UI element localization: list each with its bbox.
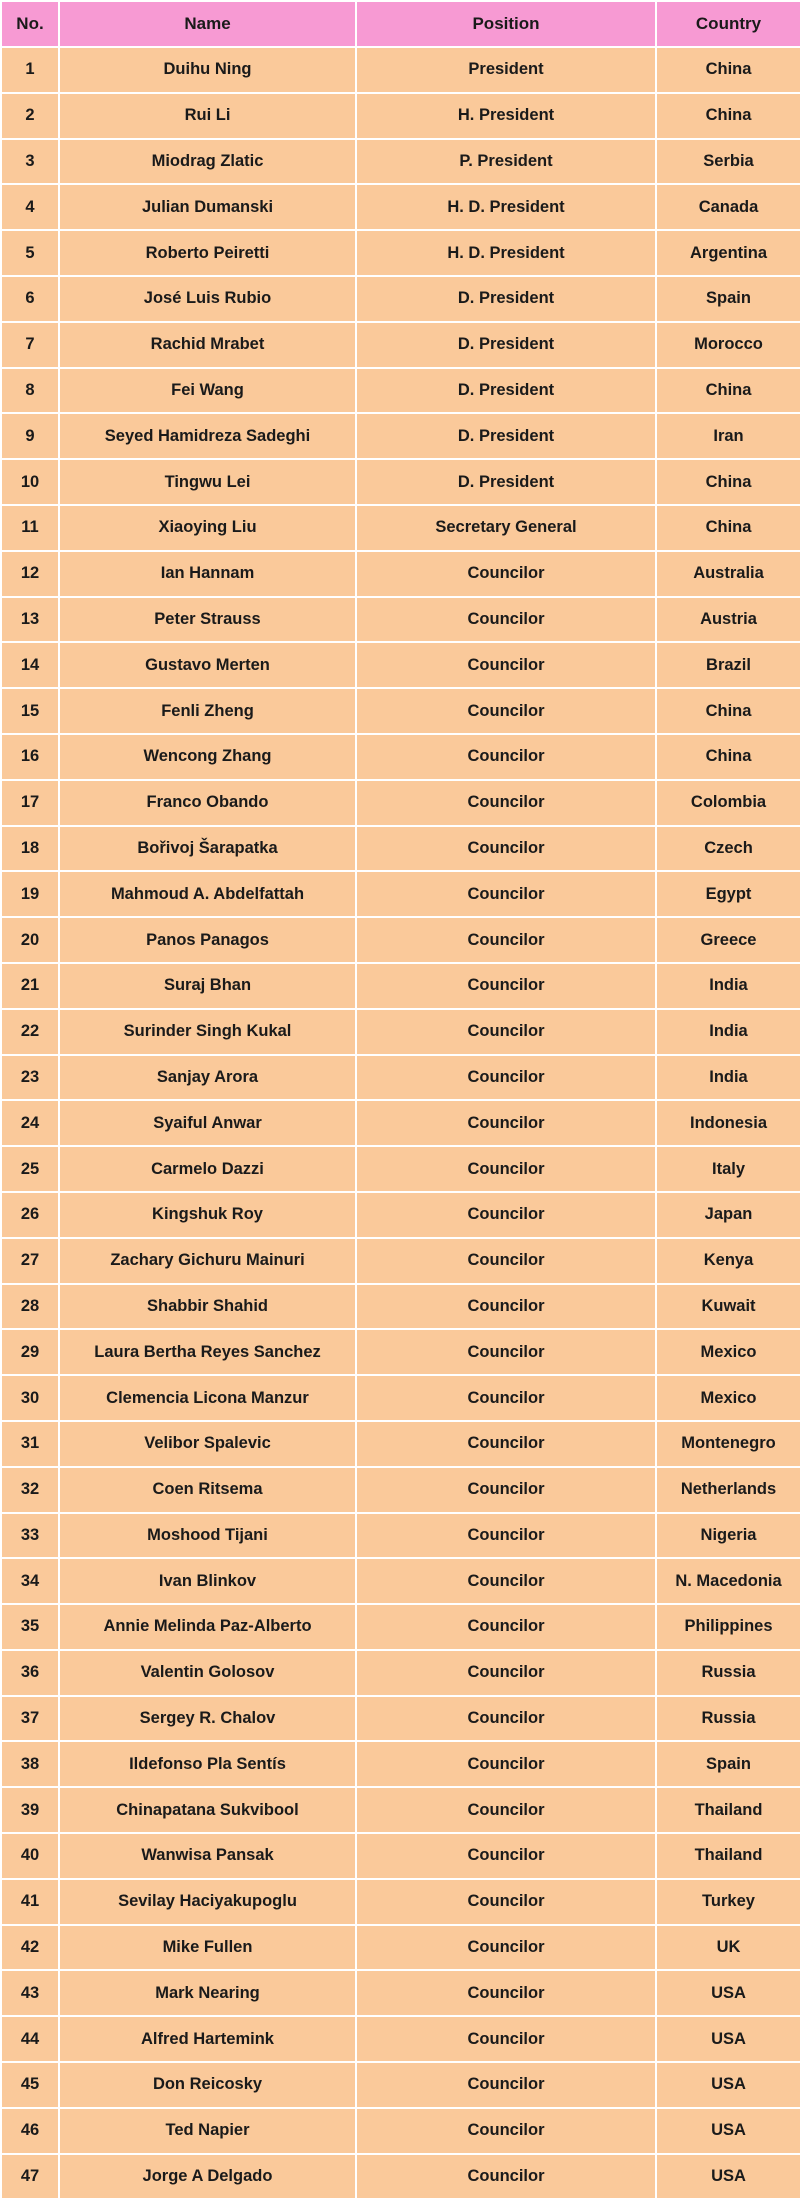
cell-name: Annie Melinda Paz-Alberto	[60, 1605, 355, 1649]
cell-name: Mark Nearing	[60, 1971, 355, 2015]
table-row	[2, 1010, 800, 1054]
cell-name: Clemencia Licona Manzur	[60, 1376, 355, 1420]
cell-country: USA	[657, 2017, 800, 2061]
cell-name: Gustavo Merten	[60, 643, 355, 687]
table-row	[2, 1239, 800, 1283]
header-country: Country	[657, 2, 800, 46]
cell-country: Nigeria	[657, 1514, 800, 1558]
cell-name: Fenli Zheng	[60, 689, 355, 733]
cell-name: José Luis Rubio	[60, 277, 355, 321]
cell-country: Turkey	[657, 1880, 800, 1924]
cell-country: Canada	[657, 185, 800, 229]
cell-position: P. President	[357, 140, 655, 184]
table-row	[2, 872, 800, 916]
cell-country: Brazil	[657, 643, 800, 687]
cell-position: D. President	[357, 323, 655, 367]
cell-country: Greece	[657, 918, 800, 962]
cell-no: 36	[2, 1651, 58, 1695]
cell-name: Fei Wang	[60, 369, 355, 413]
cell-country: Philippines	[657, 1605, 800, 1649]
cell-no: 15	[2, 689, 58, 733]
cell-position: Councilor	[357, 1193, 655, 1237]
cell-position: Councilor	[357, 1285, 655, 1329]
table-row	[2, 2017, 800, 2061]
cell-name: Shabbir Shahid	[60, 1285, 355, 1329]
cell-country: China	[657, 94, 800, 138]
table-row	[2, 1559, 800, 1603]
cell-no: 14	[2, 643, 58, 687]
table-row	[2, 1330, 800, 1374]
cell-position: Councilor	[357, 1376, 655, 1420]
cell-no: 7	[2, 323, 58, 367]
cell-name: Ted Napier	[60, 2109, 355, 2153]
cell-name: Surinder Singh Kukal	[60, 1010, 355, 1054]
table-row	[2, 1971, 800, 2015]
cell-country: USA	[657, 2155, 800, 2199]
table-row	[2, 414, 800, 458]
table-row	[2, 1834, 800, 1878]
cell-no: 31	[2, 1422, 58, 1466]
cell-country: USA	[657, 1971, 800, 2015]
cell-no: 6	[2, 277, 58, 321]
cell-name: Ivan Blinkov	[60, 1559, 355, 1603]
cell-name: Sergey R. Chalov	[60, 1697, 355, 1741]
header-no: No.	[2, 2, 58, 46]
cell-no: 34	[2, 1559, 58, 1603]
cell-no: 20	[2, 918, 58, 962]
cell-country: USA	[657, 2063, 800, 2107]
cell-position: President	[357, 48, 655, 92]
table-row	[2, 1880, 800, 1924]
cell-no: 2	[2, 94, 58, 138]
cell-name: Miodrag Zlatic	[60, 140, 355, 184]
cell-no: 11	[2, 506, 58, 550]
cell-name: Jorge A Delgado	[60, 2155, 355, 2199]
cell-position: H. D. President	[357, 231, 655, 275]
cell-country: Iran	[657, 414, 800, 458]
cell-name: Velibor Spalevic	[60, 1422, 355, 1466]
cell-name: Laura Bertha Reyes Sanchez	[60, 1330, 355, 1374]
cell-position: Councilor	[357, 1742, 655, 1786]
cell-position: Councilor	[357, 1559, 655, 1603]
table-row	[2, 1422, 800, 1466]
table-row	[2, 1605, 800, 1649]
cell-name: Xiaoying Liu	[60, 506, 355, 550]
cell-no: 8	[2, 369, 58, 413]
cell-position: Councilor	[357, 1330, 655, 1374]
cell-name: Valentin Golosov	[60, 1651, 355, 1695]
cell-country: Mexico	[657, 1376, 800, 1420]
cell-name: Ildefonso Pla Sentís	[60, 1742, 355, 1786]
table-row	[2, 1742, 800, 1786]
cell-name: Sanjay Arora	[60, 1056, 355, 1100]
cell-no: 39	[2, 1788, 58, 1832]
cell-position: D. President	[357, 460, 655, 504]
cell-country: China	[657, 460, 800, 504]
cell-name: Franco Obando	[60, 781, 355, 825]
table-row	[2, 1788, 800, 1832]
cell-name: Rachid Mrabet	[60, 323, 355, 367]
cell-position: Councilor	[357, 1926, 655, 1970]
cell-no: 5	[2, 231, 58, 275]
cell-country: Spain	[657, 277, 800, 321]
cell-name: Panos Panagos	[60, 918, 355, 962]
cell-position: H. President	[357, 94, 655, 138]
cell-position: Councilor	[357, 1468, 655, 1512]
cell-no: 4	[2, 185, 58, 229]
cell-country: China	[657, 369, 800, 413]
cell-position: Councilor	[357, 2017, 655, 2061]
cell-name: Wanwisa Pansak	[60, 1834, 355, 1878]
header-position: Position	[357, 2, 655, 46]
cell-position: Councilor	[357, 1697, 655, 1741]
cell-position: Councilor	[357, 1788, 655, 1832]
cell-name: Carmelo Dazzi	[60, 1147, 355, 1191]
cell-country: Australia	[657, 552, 800, 596]
table-row	[2, 1697, 800, 1741]
cell-country: Netherlands	[657, 1468, 800, 1512]
cell-name: Duihu Ning	[60, 48, 355, 92]
cell-country: China	[657, 689, 800, 733]
cell-country: India	[657, 1010, 800, 1054]
cell-no: 40	[2, 1834, 58, 1878]
cell-position: Councilor	[357, 872, 655, 916]
cell-position: H. D. President	[357, 185, 655, 229]
cell-name: Peter Strauss	[60, 598, 355, 642]
cell-position: Councilor	[357, 1880, 655, 1924]
cell-no: 23	[2, 1056, 58, 1100]
table-row	[2, 1147, 800, 1191]
cell-no: 30	[2, 1376, 58, 1420]
cell-no: 29	[2, 1330, 58, 1374]
table-row	[2, 369, 800, 413]
cell-no: 12	[2, 552, 58, 596]
cell-name: Don Reicosky	[60, 2063, 355, 2107]
table-row	[2, 598, 800, 642]
cell-name: Moshood Tijani	[60, 1514, 355, 1558]
cell-no: 43	[2, 1971, 58, 2015]
cell-no: 38	[2, 1742, 58, 1786]
table-row	[2, 1193, 800, 1237]
cell-position: Councilor	[357, 2063, 655, 2107]
cell-no: 19	[2, 872, 58, 916]
cell-country: Kenya	[657, 1239, 800, 1283]
table-row	[2, 781, 800, 825]
cell-country: USA	[657, 2109, 800, 2153]
cell-name: Seyed Hamidreza Sadeghi	[60, 414, 355, 458]
cell-position: Councilor	[357, 552, 655, 596]
cell-country: Egypt	[657, 872, 800, 916]
table-row	[2, 964, 800, 1008]
cell-position: Councilor	[357, 1971, 655, 2015]
table-row	[2, 552, 800, 596]
cell-name: Alfred Hartemink	[60, 2017, 355, 2061]
cell-name: Julian Dumanski	[60, 185, 355, 229]
cell-position: Councilor	[357, 2155, 655, 2199]
cell-country: N. Macedonia	[657, 1559, 800, 1603]
cell-name: Mahmoud A. Abdelfattah	[60, 872, 355, 916]
cell-country: Thailand	[657, 1834, 800, 1878]
table-row	[2, 323, 800, 367]
table-row	[2, 231, 800, 275]
cell-no: 45	[2, 2063, 58, 2107]
cell-name: Suraj Bhan	[60, 964, 355, 1008]
table-row	[2, 94, 800, 138]
cell-position: Councilor	[357, 1422, 655, 1466]
table-row	[2, 1056, 800, 1100]
cell-no: 17	[2, 781, 58, 825]
cell-position: Secretary General	[357, 506, 655, 550]
cell-position: Councilor	[357, 1239, 655, 1283]
cell-no: 10	[2, 460, 58, 504]
table-row	[2, 918, 800, 962]
cell-name: Kingshuk Roy	[60, 1193, 355, 1237]
cell-country: Indonesia	[657, 1101, 800, 1145]
cell-country: Spain	[657, 1742, 800, 1786]
cell-country: Russia	[657, 1697, 800, 1741]
cell-name: Zachary Gichuru Mainuri	[60, 1239, 355, 1283]
cell-position: Councilor	[357, 1514, 655, 1558]
table-row	[2, 48, 800, 92]
cell-no: 41	[2, 1880, 58, 1924]
cell-position: D. President	[357, 277, 655, 321]
cell-position: Councilor	[357, 1056, 655, 1100]
cell-position: Councilor	[357, 1010, 655, 1054]
cell-country: Morocco	[657, 323, 800, 367]
cell-name: Bořivoj Šarapatka	[60, 827, 355, 871]
cell-position: Councilor	[357, 918, 655, 962]
cell-no: 1	[2, 48, 58, 92]
cell-no: 21	[2, 964, 58, 1008]
cell-no: 46	[2, 2109, 58, 2153]
cell-country: China	[657, 735, 800, 779]
cell-country: China	[657, 48, 800, 92]
cell-position: D. President	[357, 369, 655, 413]
cell-country: Russia	[657, 1651, 800, 1695]
cell-position: Councilor	[357, 964, 655, 1008]
cell-name: Chinapatana Sukvibool	[60, 1788, 355, 1832]
cell-no: 27	[2, 1239, 58, 1283]
cell-country: Italy	[657, 1147, 800, 1191]
cell-name: Rui Li	[60, 94, 355, 138]
cell-position: Councilor	[357, 1605, 655, 1649]
cell-country: India	[657, 1056, 800, 1100]
table-row	[2, 1285, 800, 1329]
cell-no: 13	[2, 598, 58, 642]
cell-no: 16	[2, 735, 58, 779]
cell-position: Councilor	[357, 1101, 655, 1145]
cell-no: 42	[2, 1926, 58, 1970]
cell-name: Tingwu Lei	[60, 460, 355, 504]
table-row	[2, 140, 800, 184]
cell-name: Wencong Zhang	[60, 735, 355, 779]
cell-position: Councilor	[357, 2109, 655, 2153]
table-row	[2, 277, 800, 321]
cell-no: 24	[2, 1101, 58, 1145]
cell-country: Czech	[657, 827, 800, 871]
cell-country: Colombia	[657, 781, 800, 825]
cell-country: China	[657, 506, 800, 550]
cell-name: Ian Hannam	[60, 552, 355, 596]
header-name: Name	[60, 2, 355, 46]
cell-name: Coen Ritsema	[60, 1468, 355, 1512]
cell-country: Serbia	[657, 140, 800, 184]
cell-no: 3	[2, 140, 58, 184]
cell-no: 22	[2, 1010, 58, 1054]
cell-position: Councilor	[357, 735, 655, 779]
table-row	[2, 1514, 800, 1558]
table-row	[2, 689, 800, 733]
cell-position: Councilor	[357, 827, 655, 871]
cell-no: 18	[2, 827, 58, 871]
table-row	[2, 185, 800, 229]
cell-country: Montenegro	[657, 1422, 800, 1466]
cell-name: Roberto Peiretti	[60, 231, 355, 275]
cell-no: 28	[2, 1285, 58, 1329]
cell-position: D. President	[357, 414, 655, 458]
cell-no: 47	[2, 2155, 58, 2199]
cell-position: Councilor	[357, 643, 655, 687]
table-row	[2, 643, 800, 687]
cell-no: 37	[2, 1697, 58, 1741]
cell-no: 44	[2, 2017, 58, 2061]
cell-position: Councilor	[357, 689, 655, 733]
cell-country: Japan	[657, 1193, 800, 1237]
table-row	[2, 1101, 800, 1145]
cell-no: 26	[2, 1193, 58, 1237]
cell-position: Councilor	[357, 781, 655, 825]
table-row	[2, 1468, 800, 1512]
table-row	[2, 2109, 800, 2153]
cell-position: Councilor	[357, 1651, 655, 1695]
cell-country: Argentina	[657, 231, 800, 275]
cell-name: Syaiful Anwar	[60, 1101, 355, 1145]
table-row	[2, 2155, 800, 2199]
table-row	[2, 735, 800, 779]
cell-country: Mexico	[657, 1330, 800, 1374]
cell-position: Councilor	[357, 1834, 655, 1878]
cell-country: Kuwait	[657, 1285, 800, 1329]
table-row	[2, 506, 800, 550]
cell-no: 25	[2, 1147, 58, 1191]
cell-country: Austria	[657, 598, 800, 642]
cell-country: UK	[657, 1926, 800, 1970]
cell-country: India	[657, 964, 800, 1008]
table-row	[2, 1376, 800, 1420]
cell-name: Sevilay Haciyakupoglu	[60, 1880, 355, 1924]
cell-no: 35	[2, 1605, 58, 1649]
table-row	[2, 2063, 800, 2107]
cell-position: Councilor	[357, 1147, 655, 1191]
table-row	[2, 827, 800, 871]
table-row	[2, 460, 800, 504]
cell-name: Mike Fullen	[60, 1926, 355, 1970]
table-row	[2, 1926, 800, 1970]
cell-position: Councilor	[357, 598, 655, 642]
cell-no: 9	[2, 414, 58, 458]
cell-no: 33	[2, 1514, 58, 1558]
cell-country: Thailand	[657, 1788, 800, 1832]
table-header-row	[2, 2, 800, 46]
cell-no: 32	[2, 1468, 58, 1512]
table-row	[2, 1651, 800, 1695]
